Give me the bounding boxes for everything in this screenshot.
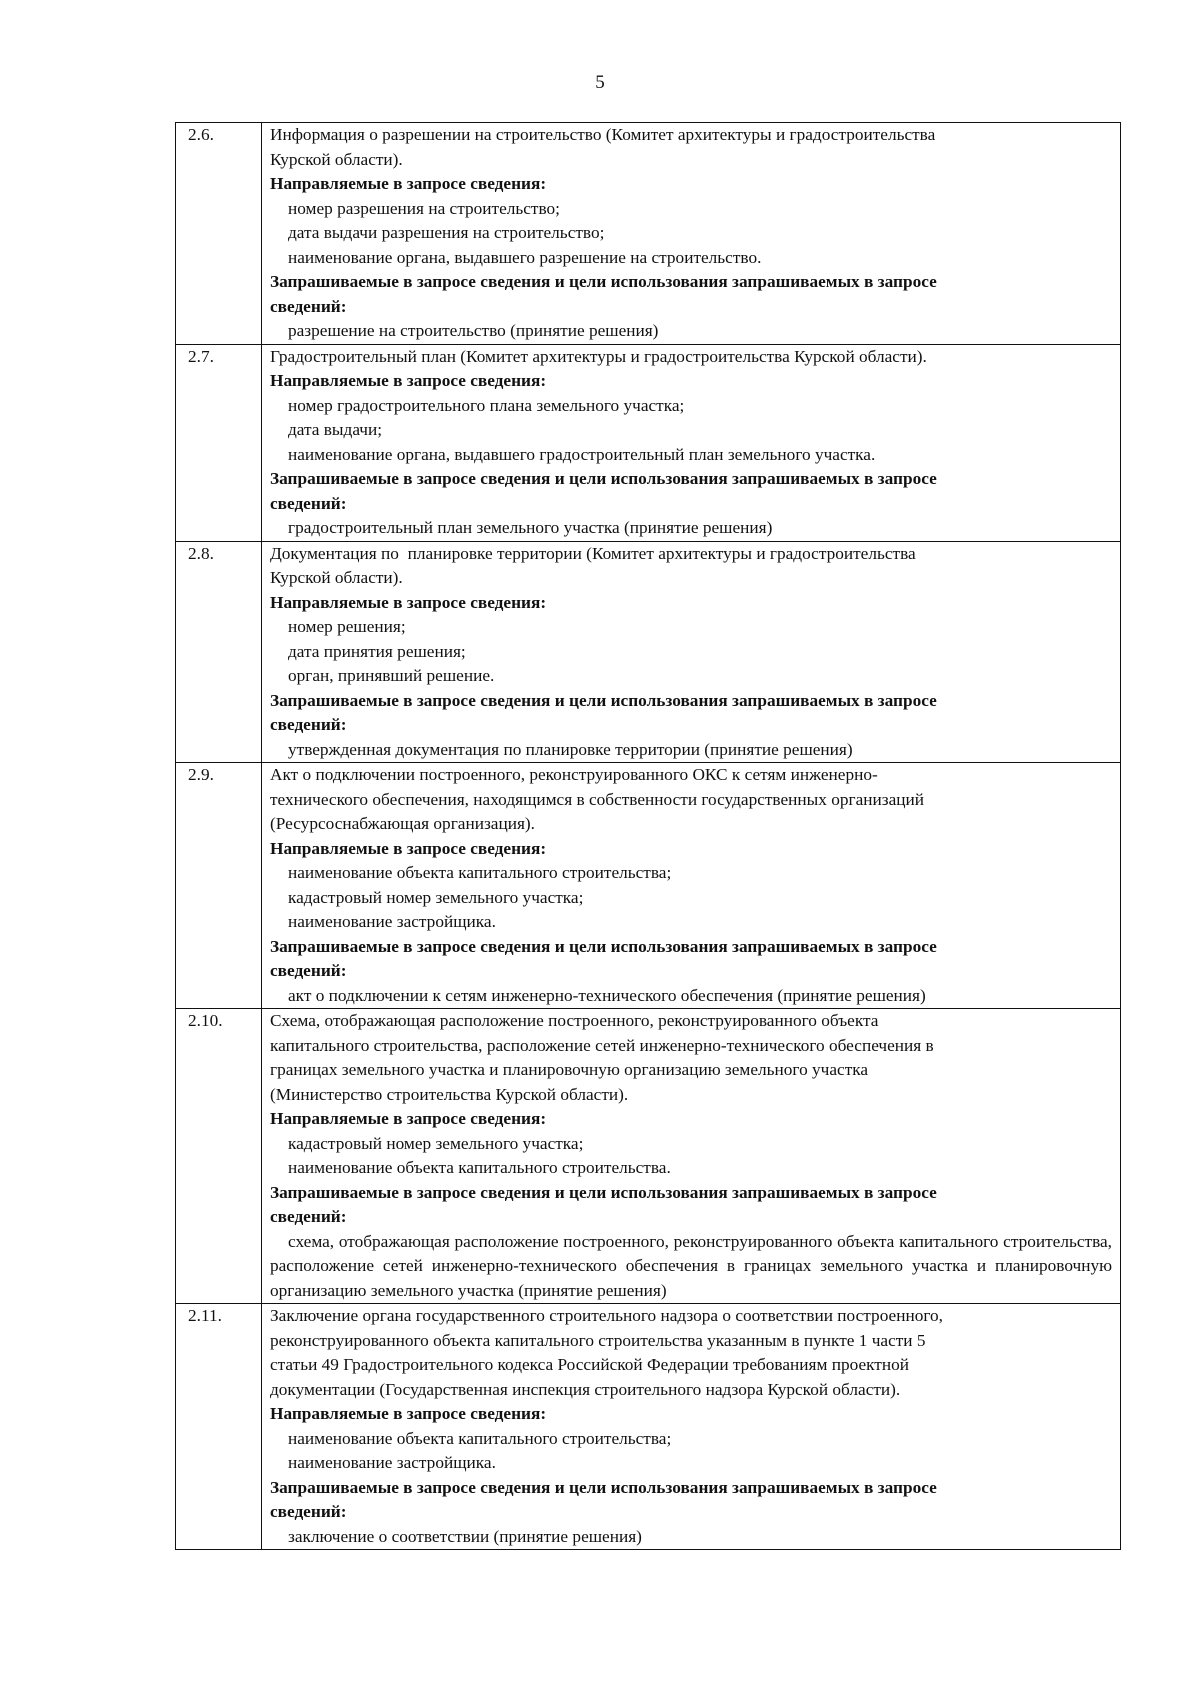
table-row xyxy=(176,344,1121,541)
sent-item: орган, принявший решение. xyxy=(288,666,495,685)
sent-item: кадастровый номер земельного участка; xyxy=(288,1133,584,1153)
sent-item: кадастровый номер земельного участка; xyxy=(288,887,584,907)
row-number: 2.10. xyxy=(176,1009,262,1304)
sent-item: номер градостроительного плана земельного участка; xyxy=(288,395,685,415)
requested-label: Запрашиваемые в запросе сведения и цели использования запрашиваемых в запросе xyxy=(270,936,937,956)
requested-label: сведений: xyxy=(270,296,347,316)
sent-item: дата принятия решения; xyxy=(288,641,466,661)
table-row xyxy=(176,1304,1121,1550)
sent-item: номер решения; xyxy=(288,617,406,636)
sent-label: Направляемые в запросе сведения: xyxy=(270,371,547,390)
table-row xyxy=(176,123,1121,345)
row-number: 2.9. xyxy=(176,763,262,1009)
sent-item: дата выдачи; xyxy=(288,420,383,439)
table-row xyxy=(176,763,1121,1009)
sent-item: номер разрешения на строительство; xyxy=(288,198,560,218)
row-title-line: Курской области). xyxy=(270,149,403,169)
row-title-line: документации (Государственная инспекция строительного надзора Курской области). xyxy=(270,1379,901,1399)
requested-label: Запрашиваемые в запросе сведения и цели использования запрашиваемых в запросе xyxy=(270,1182,937,1202)
row-number: 2.7. xyxy=(176,344,262,541)
row-number: 2.6. xyxy=(176,123,262,345)
row-title-line: (Ресурсоснабжающая организация). xyxy=(270,814,535,833)
sent-item: наименование застройщика. xyxy=(288,1453,496,1472)
requested-value: утвержденная документация по планировке территории (принятие решения) xyxy=(288,739,853,759)
row-title-line: реконструированного объекта капитального строительства указанным в пункте 1 части 5 xyxy=(270,1330,926,1350)
row-title-line: (Министерство строительства Курской области). xyxy=(270,1084,629,1104)
row-number: 2.8. xyxy=(176,541,262,763)
row-title-line: статьи 49 Градостроительного кодекса Российской Федерации требованиям проектной xyxy=(270,1355,909,1374)
requested-label: Запрашиваемые в запросе сведения и цели использования запрашиваемых в запросе xyxy=(270,469,937,488)
row-content xyxy=(262,1009,1121,1304)
row-content xyxy=(262,123,1121,345)
table-row xyxy=(176,541,1121,763)
sent-item: наименование органа, выдавшего разрешение на строительство. xyxy=(288,247,762,267)
row-title-line: Информация о разрешении на строительство (Комитет архитектуры и градостроительства xyxy=(270,125,936,144)
row-title-line: технического обеспечения, находящимся в собственности государственных организаций xyxy=(270,789,925,809)
row-content xyxy=(262,763,1121,1009)
row-content xyxy=(262,541,1121,763)
table-row xyxy=(176,1009,1121,1304)
requested-value: акт о подключении к сетям инженерно-технического обеспечения (принятие решения) xyxy=(288,985,926,1005)
row-title-line: границах земельного участка и планировочную организацию земельного участка xyxy=(270,1060,869,1079)
sent-item: наименование органа, выдавшего градостроительный план земельного участка. xyxy=(288,444,876,464)
row-title-line: Заключение органа государственного строительного надзора о соответствии построенного, xyxy=(270,1306,943,1325)
sent-label: Направляемые в запросе сведения: xyxy=(270,592,547,612)
sent-item: наименование объекта капитального строительства. xyxy=(288,1158,671,1177)
row-title-line: Градостроительный план (Комитет архитектуры и градостроительства Курской области). xyxy=(270,346,927,366)
sent-label: Направляемые в запросе сведения: xyxy=(270,838,547,858)
requested-value: градостроительный план земельного участка (принятие решения) xyxy=(288,518,773,537)
row-number: 2.11. xyxy=(176,1304,262,1550)
requested-label: Запрашиваемые в запросе сведения и цели использования запрашиваемых в запросе xyxy=(270,1477,937,1497)
sent-item: наименование объекта капитального строительства; xyxy=(288,863,672,882)
sent-label: Направляемые в запросе сведения: xyxy=(270,174,547,193)
services-table xyxy=(175,122,1121,1550)
row-content xyxy=(262,344,1121,541)
row-title-line: Схема, отображающая расположение построенного, реконструированного объекта xyxy=(270,1011,879,1030)
sent-item: наименование объекта капитального строительства; xyxy=(288,1428,672,1448)
requested-label: сведений: xyxy=(270,961,347,980)
requested-label: сведений: xyxy=(270,493,347,513)
row-title-line: Документация по планировке территории (Комитет архитектуры и градостроительства xyxy=(270,543,916,563)
page-number: 5 xyxy=(595,72,605,93)
sent-item: наименование застройщика. xyxy=(288,912,496,931)
requested-label: сведений: xyxy=(270,1207,347,1226)
requested-value: схема, отображающая расположение построенного, реконструированного объекта капитального строительства, расположение сетей инженерно-технического обеспечения в границах земельного участка и планировочную организацию земельного участка (принятие решения) xyxy=(270,1231,1112,1300)
requested-value: разрешение на строительство (принятие решения) xyxy=(288,321,659,340)
requested-label: сведений: xyxy=(270,1502,347,1521)
row-title-line: Курской области). xyxy=(270,568,403,587)
row-content xyxy=(262,1304,1121,1550)
sent-label: Направляемые в запросе сведения: xyxy=(270,1109,547,1128)
requested-label: сведений: xyxy=(270,715,347,734)
row-title-line: Акт о подключении построенного, реконструированного ОКС к сетям инженерно- xyxy=(270,765,878,784)
row-title-line: капитального строительства, расположение сетей инженерно-технического обеспечения в xyxy=(270,1035,934,1055)
sent-label: Направляемые в запросе сведения: xyxy=(270,1404,547,1423)
sent-item: дата выдачи разрешения на строительство; xyxy=(288,223,605,242)
requested-label: Запрашиваемые в запросе сведения и цели использования запрашиваемых в запросе xyxy=(270,690,937,710)
requested-label: Запрашиваемые в запросе сведения и цели использования запрашиваемых в запросе xyxy=(270,272,937,291)
requested-value: заключение о соответствии (принятие решения) xyxy=(288,1526,642,1546)
